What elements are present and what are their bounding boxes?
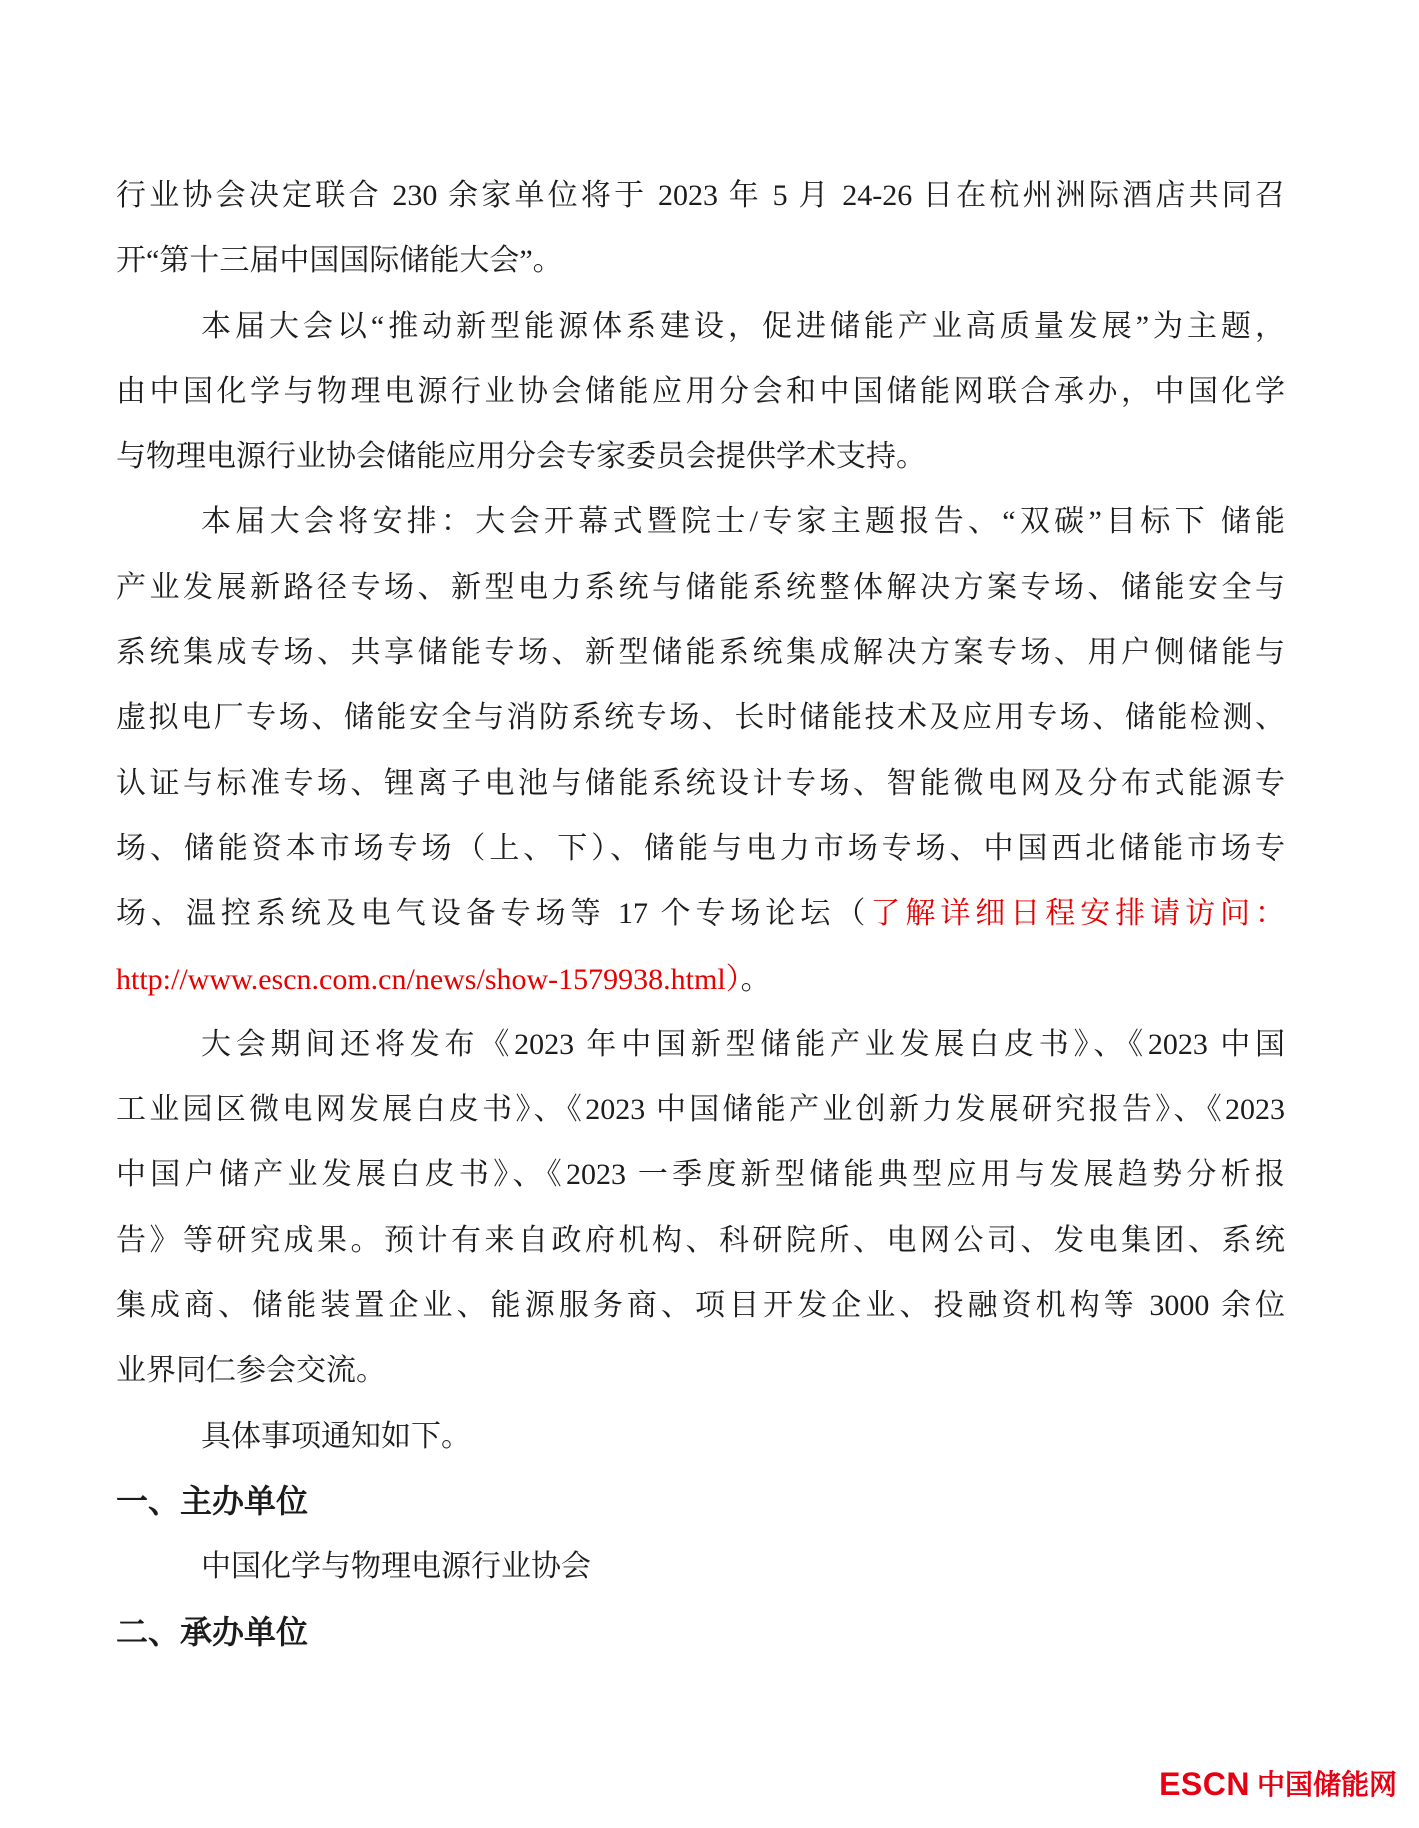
- text-line: [116, 1208, 1285, 1273]
- text-line: [116, 620, 1285, 685]
- text-segment: 与物理电源行业协会储能应用分会专家委员会提供学术支持。: [116, 440, 926, 474]
- text-segment: 工业园区微电网发展白皮书》、《2023 中国储能产业创新力发展研究报告》、《2023: [116, 1093, 1285, 1127]
- text-line: [116, 1273, 1285, 1338]
- text-line: [116, 751, 1285, 816]
- text-segment: 。: [740, 962, 771, 996]
- text-line: [116, 685, 1285, 750]
- text-segment: 场、温控系统及电气设备专场等 17 个专场论坛（: [116, 897, 871, 931]
- escn-logo: [1159, 1768, 1397, 1801]
- section-heading-organizer: [116, 1469, 1285, 1534]
- text-segment: 大会期间还将发布《2023 年中国新型储能产业发展白皮书》、《2023 中国: [201, 1027, 1285, 1061]
- text-line: [116, 555, 1285, 620]
- text-segment: 本届大会将安排：大会开幕式暨院士/专家主题报告、“双碳”目标下 储能: [201, 505, 1285, 539]
- text-line: [116, 881, 1285, 946]
- text-segment: 本届大会以“推动新型能源体系建设，促进储能产业高质量发展”为主题，: [201, 309, 1285, 343]
- text-segment: 具体事项通知如下。: [201, 1419, 471, 1453]
- text-line: [116, 163, 1285, 228]
- text-line: [116, 1077, 1285, 1142]
- text-segment: 告》等研究成果。预计有来自政府机构、科研院所、电网公司、发电集团、系统: [116, 1223, 1285, 1257]
- conference-schedule-url: http://www.escn.com.cn/news/show-1579938.html）: [116, 962, 741, 996]
- text-segment: 集成商、储能装置企业、能源服务商、项目开发企业、投融资机构等 3000 余位: [116, 1289, 1285, 1323]
- text-segment: 二、承办单位: [116, 1613, 309, 1650]
- red-text-segment: 了解详细日程安排请访问：: [870, 897, 1286, 931]
- text-line: [116, 947, 1285, 1012]
- text-segment: 中国户储产业发展白皮书》、《2023 一季度新型储能典型应用与发展趋势分析报: [116, 1158, 1285, 1192]
- text-segment: 认证与标准专场、锂离子电池与储能系统设计专场、智能微电网及分布式能源专: [116, 766, 1285, 800]
- text-segment: 开“第十三届中国国际储能大会”。: [116, 244, 563, 278]
- text-line: [116, 228, 1285, 293]
- text-line: [116, 1534, 1285, 1599]
- text-segment: 由中国化学与物理电源行业协会储能应用分会和中国储能网联合承办，中国化学: [116, 374, 1285, 408]
- text-segment: 产业发展新路径专场、新型电力系统与储能系统整体解决方案专场、储能安全与: [116, 570, 1285, 604]
- text-segment: 业界同仁参会交流。: [116, 1354, 386, 1388]
- text-segment: 场、储能资本市场专场（上、下）、储能与电力市场专场、中国西北储能市场专: [116, 831, 1285, 865]
- text-line: [116, 359, 1285, 424]
- text-line: [116, 1012, 1285, 1077]
- text-line: [116, 1142, 1285, 1207]
- section-heading-undertaker: [116, 1600, 1285, 1665]
- text-line: [116, 816, 1285, 881]
- text-segment: 一、主办单位: [116, 1482, 309, 1519]
- text-segment: 行业协会决定联合 230 余家单位将于 2023 年 5 月 24-26 日在杭州洲际酒店共同召: [116, 179, 1285, 212]
- text-line: [116, 1338, 1285, 1403]
- text-segment: 系统集成专场、共享储能专场、新型储能系统集成解决方案专场、用户侧储能与: [116, 636, 1285, 670]
- text-segment: 中国化学与物理电源行业协会: [201, 1550, 591, 1584]
- escn-logo-chinese: 中国储能网: [1256, 1769, 1397, 1800]
- text-line: [116, 424, 1285, 489]
- text-segment: 虚拟电厂专场、储能安全与消防系统专场、长时储能技术及应用专场、储能检测、: [116, 701, 1285, 735]
- text-line: [116, 489, 1285, 554]
- page-content: [116, 163, 1285, 1665]
- escn-logo-latin: ESCN: [1159, 1766, 1250, 1802]
- text-line: [116, 294, 1285, 359]
- text-line: [116, 1404, 1285, 1469]
